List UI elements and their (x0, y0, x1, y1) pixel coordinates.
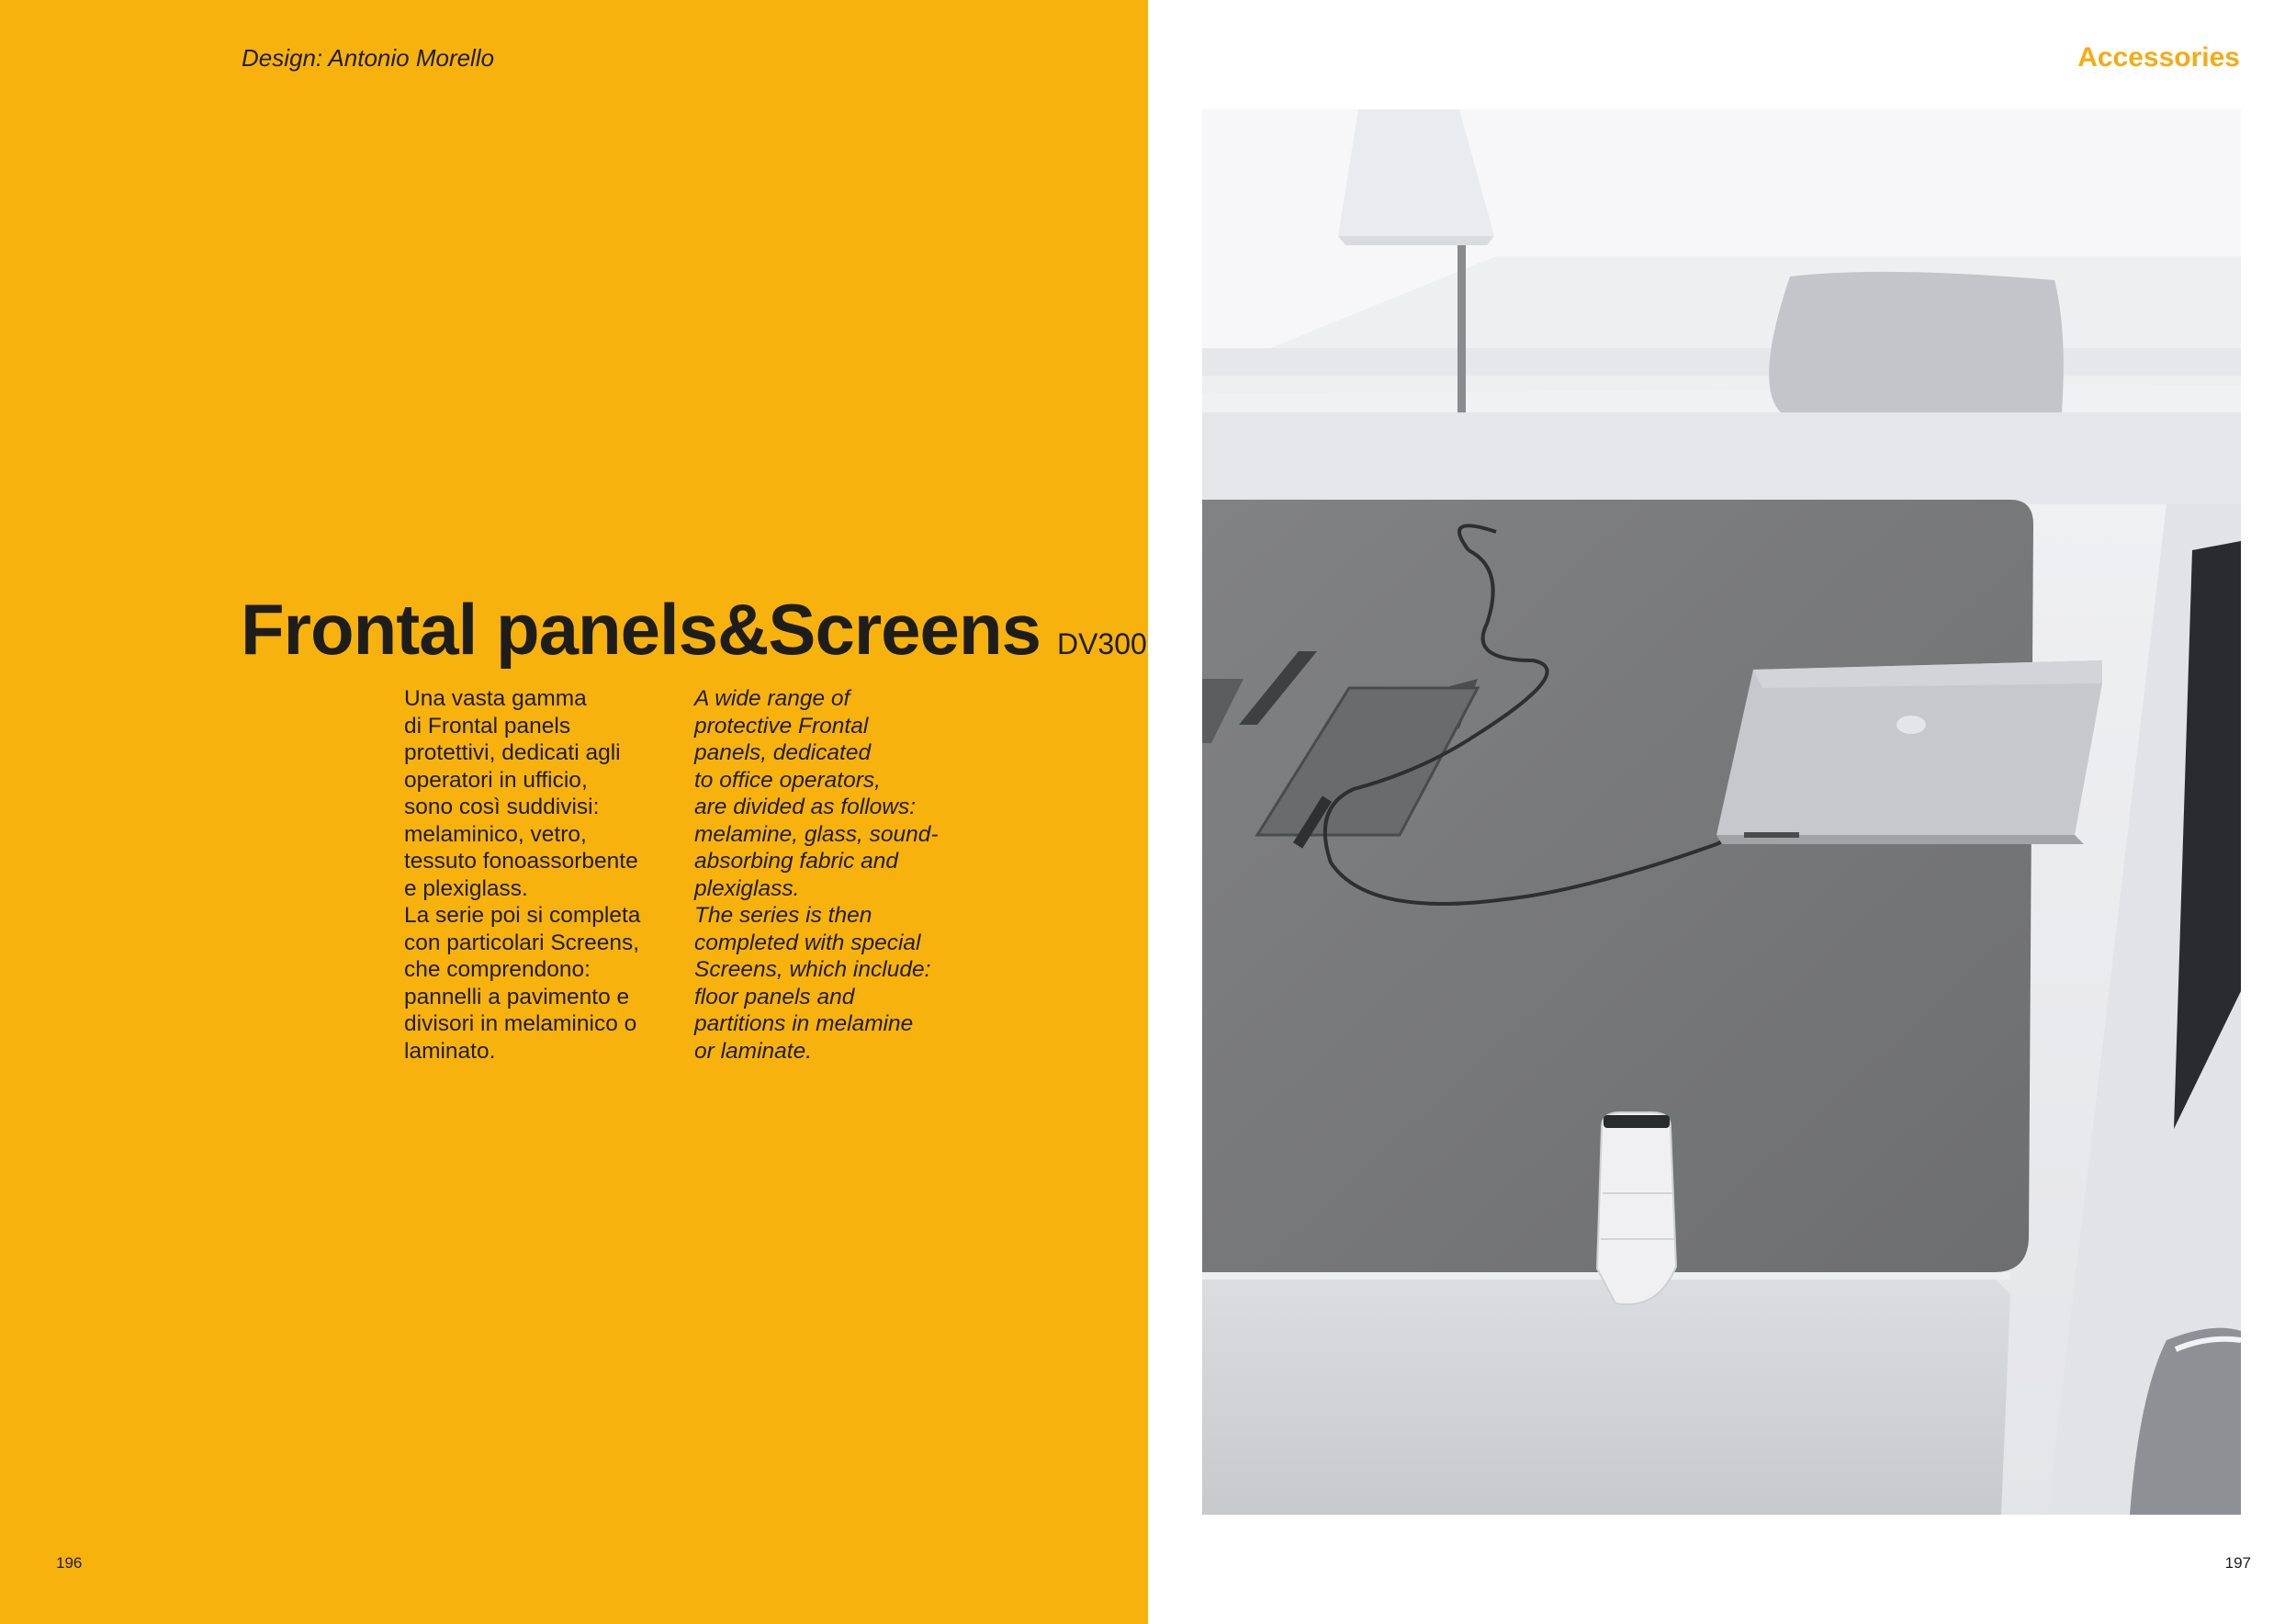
designer-credit: Design: Antonio Morello (242, 44, 495, 72)
title-row (241, 588, 1147, 671)
section-title: Accessories (2077, 42, 2240, 73)
page-number-left: 196 (56, 1554, 83, 1572)
product-photo (1202, 109, 2241, 1515)
description-italian: Una vasta gamma di Frontal panels protettivi, dedicati agli operatori in ufficio, sono così suddivisi: melaminico, vetro, tessuto fonoassorbente e plexiglass. La serie poi si completa con particolari Screens, che comprendono: pannelli a pavimento e divisori in melaminico o laminato. (404, 686, 641, 1064)
page-number-right: 197 (2224, 1554, 2251, 1572)
page-title: Frontal panels&Screens (241, 589, 1041, 670)
description-english: A wide range of protective Frontal panels, dedicated to office operators, are divided as follows: melamine, glass, sound- absorbing fabric and plexiglass. The series is then completed with special Screens, which include: floor panels and partitions in melamine or laminate. (694, 686, 939, 1064)
product-code: DV300 (1056, 627, 1147, 660)
